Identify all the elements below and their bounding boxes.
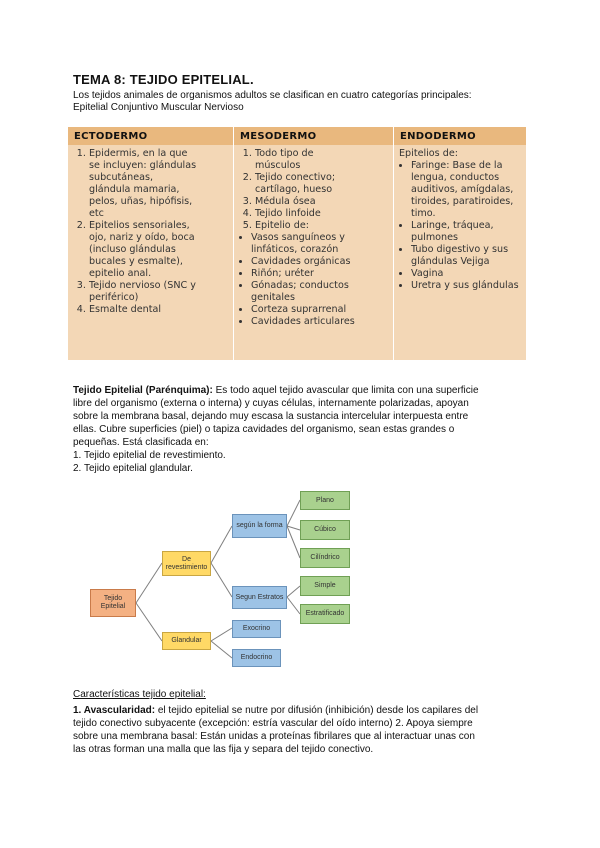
connector (211, 641, 232, 658)
mesodermo-item-text: Tejido conectivo; (255, 172, 336, 183)
node-endocrino: Endocrino (232, 649, 281, 667)
endodermo-bullet (411, 220, 522, 244)
endodermo-bullet-text: timo. (411, 208, 436, 219)
mesodermo-bullet-text: linfáticos, corazón (251, 244, 339, 255)
mesodermo-bullet-text: Cavidades orgánicas (251, 256, 351, 267)
endodermo-bullet-text: pulmones (411, 232, 459, 243)
endodermo-bullet-text: Tubo digestivo y sus (411, 244, 509, 255)
node-simple: Simple (300, 576, 350, 596)
ectodermo-item (89, 220, 229, 280)
header-mesodermo: MESODERMO (234, 127, 394, 145)
mesodermo-item-text: músculos (255, 160, 301, 171)
mesodermo-item (255, 148, 389, 172)
node-glandular: Glandular (162, 632, 211, 650)
node-cubico: Cúbico (300, 520, 350, 540)
ectodermo-item-text: bucales y esmalte), (89, 256, 183, 267)
definition-text: libre del organismo (externa o interna) y cuyas células, internamente polarizadas, apoyan (73, 398, 469, 409)
node-cilindrico: Cilíndrico (300, 548, 350, 568)
page-title: TEMA 8: TEJIDO EPITELIAL. (73, 72, 254, 87)
mesodermo-bullet (251, 268, 389, 280)
characteristic-text: tejido conectivo subyacente (excepción: estría vascular del oído interno) 2. Apoya siempre (73, 718, 473, 729)
ectodermo-item-text: Tejido nervioso (SNC y (89, 280, 196, 291)
mesodermo-bullet-text: Riñón; uréter (251, 268, 314, 279)
mesodermo-bullet (251, 232, 389, 256)
ectodermo-item-text: periférico) (89, 292, 139, 303)
ectodermo-item-text: glándula mamaria, (89, 184, 180, 195)
mesodermo-item (255, 196, 389, 208)
ectodermo-item-text: Esmalte dental (89, 304, 162, 315)
endodermo-bullet-text: lengua, conductos (411, 172, 500, 183)
endodermo-bullet-text: Laringe, tráquea, (411, 220, 494, 231)
connector (287, 586, 300, 597)
characteristics-title: Características tejido epitelial: (73, 689, 206, 700)
ectodermo-item-text: epitelio anal. (89, 268, 152, 279)
header-ectodermo: ECTODERMO (68, 127, 234, 145)
node-tejido-epitelial: Tejido Epitelial (90, 589, 136, 617)
definition-term: Tejido Epitelial (Parénquima): (73, 385, 213, 396)
mesodermo-bullet-text: Vasos sanguíneos y (251, 232, 345, 243)
ectodermo-item (89, 148, 229, 220)
germ-layer-table (68, 127, 526, 360)
characteristic-text: las otras forman una malla que las fija y separa del tejido conectivo. (73, 744, 374, 755)
mesodermo-item-text: Todo tipo de (255, 148, 314, 159)
ectodermo-item (89, 280, 229, 304)
ectodermo-item-text: se incluyen: glándulas (89, 160, 197, 171)
node-de-revestimiento: De revestimiento (162, 551, 211, 576)
endodermo-bullet (411, 268, 522, 280)
header-endodermo: ENDODERMO (394, 127, 527, 145)
node-segun-estratos: Segun Estratos (232, 586, 287, 609)
mesodermo-item-text: cartílago, hueso (255, 184, 333, 195)
mesodermo-cell (234, 145, 394, 360)
mesodermo-bullet-text: Cavidades articulares (251, 316, 355, 327)
endodermo-cell (394, 145, 527, 360)
ectodermo-item-text: Epidermis, en la que (89, 148, 188, 159)
mesodermo-item (255, 220, 389, 232)
characteristic-text: el tejido epitelial se nutre por difusión (inhibición) desde los capilares del (155, 705, 479, 716)
intro-line: Los tejidos animales de organismos adultos se clasifican en cuatro categorías principales: (73, 90, 472, 101)
definition-text: sobre la membrana basal, dejando muy escasa la sustancia intercelular interpuesta entre (73, 411, 469, 422)
node-segun-forma: según la forma (232, 514, 287, 538)
intro-text (73, 90, 533, 114)
connector (136, 563, 162, 603)
mesodermo-bullet-text: Corteza suprarrenal (251, 304, 347, 315)
endodermo-bullet-text: glándulas Vejiga (411, 256, 490, 267)
endodermo-bullet (411, 280, 522, 292)
classification-item: 2. Tejido epitelial glandular. (73, 463, 193, 474)
mesodermo-bullet-text: Gónadas; conductos (251, 280, 349, 291)
characteristics-text (73, 704, 523, 756)
connector (287, 597, 300, 614)
ectodermo-item-text: etc (89, 208, 104, 219)
node-plano: Plano (300, 491, 350, 510)
node-estratificado: Estratificado (300, 604, 350, 624)
mesodermo-bullet (251, 256, 389, 268)
mesodermo-item-text: Tejido linfoide (255, 208, 321, 219)
endodermo-bullet (411, 160, 522, 220)
definition-paragraph (73, 384, 523, 475)
connector (287, 500, 300, 526)
endodermo-bullet-text: auditivos, amígdalas, (411, 184, 514, 195)
connector (211, 563, 232, 597)
endodermo-bullet-text: tiroides, paratiroides, (411, 196, 514, 207)
mesodermo-bullet (251, 316, 389, 328)
mesodermo-bullet (251, 280, 389, 304)
ectodermo-item (89, 304, 229, 316)
mesodermo-item (255, 208, 389, 220)
connector (211, 526, 232, 563)
ectodermo-item-text: pelos, uñas, hipófisis, (89, 196, 193, 207)
endodermo-bullet-text: Vagina (411, 268, 444, 279)
connector (287, 526, 300, 558)
mesodermo-item (255, 172, 389, 196)
mesodermo-list (238, 148, 389, 232)
mesodermo-bullet (251, 304, 389, 316)
mesodermo-bullets (238, 232, 389, 328)
ectodermo-cell (68, 145, 234, 360)
endodermo-bullets (398, 160, 522, 292)
intro-line: Epitelial Conjuntivo Muscular Nervioso (73, 102, 244, 113)
connector (287, 526, 300, 530)
classification-diagram (88, 486, 358, 666)
definition-text: ellas. Cubre superficies (piel) o tapiza cavidades del organismo, sean estas grandes o (73, 424, 455, 435)
ectodermo-item-text: subcutáneas, (89, 172, 154, 183)
mesodermo-item-text: Médula ósea (255, 196, 316, 207)
mesodermo-item-text: Epitelio de: (255, 220, 309, 231)
endodermo-bullet (411, 244, 522, 268)
node-exocrino: Exocrino (232, 620, 281, 638)
classification-item: 1. Tejido epitelial de revestimiento. (73, 450, 226, 461)
endodermo-bullet-text: Uretra y sus glándulas (411, 280, 519, 291)
ectodermo-list (72, 148, 229, 316)
definition-text: Es todo aquel tejido avascular que limita con una superficie (212, 385, 479, 396)
endodermo-label: Epitelios de: (399, 148, 458, 159)
ectodermo-item-text: (incluso glándulas (89, 244, 176, 255)
definition-text: pequeñas. Está clasificada en: (73, 437, 209, 448)
endodermo-bullet-text: Faringe: Base de la (411, 160, 503, 171)
ectodermo-item-text: Epitelios sensoriales, (89, 220, 190, 231)
characteristic-term: 1. Avascularidad: (73, 705, 156, 716)
mesodermo-bullet-text: genitales (251, 292, 295, 303)
ectodermo-item-text: ojo, nariz y oído, boca (89, 232, 195, 243)
connector (211, 628, 232, 641)
connector (136, 603, 162, 641)
characteristic-text: sobre una membrana basal: Están unidas a proteínas fibrilares que al interactuar unas con (73, 731, 475, 742)
